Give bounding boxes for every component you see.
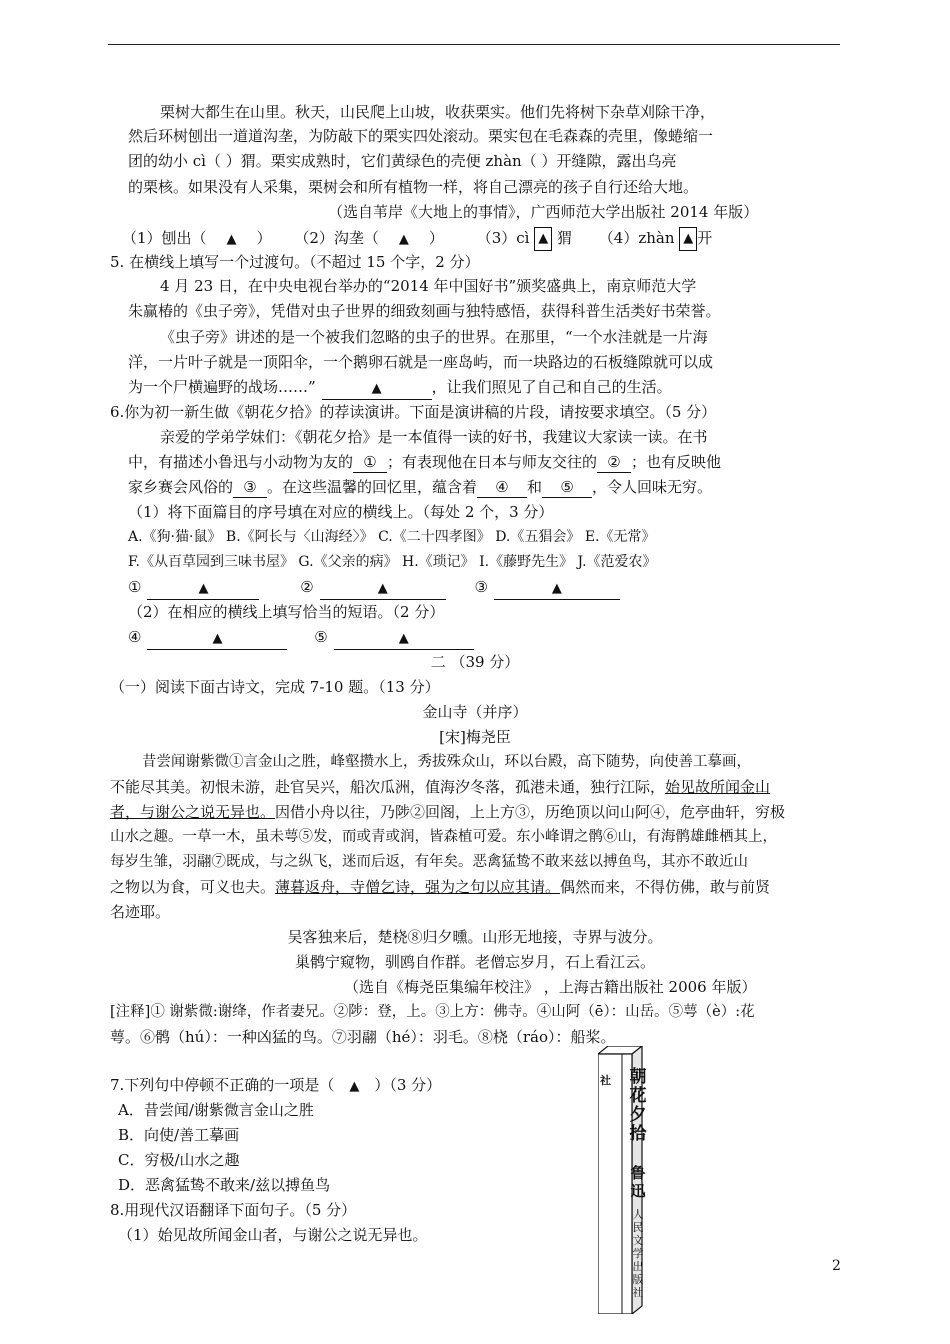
notes-line: [注释]① 谢紫微:谢绛，作者妻兄。②陟：登，上。③上方：佛寺。④山阿（ē）：山岳。⑤萼（è）:花	[110, 1004, 755, 1020]
q6-answer-row-1: ① ▲ ② ▲ ③ ▲	[128, 577, 620, 600]
q6-line: 中，有描述小鲁迅与小动物为友的 ① ；有表现他在日本与师友交往的 ② ；也有反映他	[128, 453, 722, 471]
passage-source: （选自苇岸《大地上的事情》，广西师范大学出版社 2014 年版）	[328, 203, 759, 221]
q8-sub1: （1）始见故所闻金山者，与谢公之说无异也。	[118, 1226, 428, 1244]
q7-option-d[interactable]: D．恶禽猛鸷不敢来/兹以搏鱼鸟	[118, 1176, 331, 1194]
answer-box: ▲	[534, 227, 552, 251]
book-title: 朝花夕拾	[629, 1067, 647, 1144]
notes-line: 萼。⑥鹘（hú）：一种凶猛的鸟。⑦羽翮（hé）：羽毛。⑧桡（ráo）：船桨。	[110, 1028, 616, 1046]
blank-2: ②	[597, 452, 631, 473]
prose-line: 不能尽其美。初恨未游，赴官吴兴，船次瓜洲，值海汐冬落，孤港未通，独行江际，始见故所闻金山	[110, 778, 771, 796]
poem-source: （选自《梅尧臣集编年校注》 ，上海古籍出版社 2006 年版）	[344, 978, 757, 996]
q6-title: 6.你为初一新生做《朝花夕拾》的荐读演讲。下面是演讲稿的片段，请按要求填空。（5 分）	[110, 403, 717, 421]
q5-line: 《虫子旁》讲述的是一个被我们忽略的虫子的世界。在那里，“一个水洼就是一片海	[160, 328, 708, 346]
passage-line: 然后环树刨出一道道沟垄，为防敲下的栗实四处滚动。栗实包在毛森森的壳里，像蜷缩一	[128, 127, 714, 145]
book-spine-text: 社	[600, 1074, 611, 1087]
answer-blank[interactable]: ▲	[147, 579, 259, 600]
book-author: 鲁迅	[630, 1164, 646, 1200]
poem-title: 金山寺（并序）	[422, 703, 528, 721]
book-illustration	[598, 1046, 660, 1314]
poem-author: [宋]梅尧臣	[439, 728, 511, 746]
q5-line: 4 月 23 日，在中央电视台举办的“2014 年中国好书”颁奖盛典上，南京师范大学	[160, 277, 697, 295]
q6-options: F.《从百草园到三味书屋》 G.《父亲的病》 H.《琐记》 I.《藤野先生》 J.《范爱农》	[128, 554, 657, 570]
blank-5: ⑤	[542, 477, 592, 498]
q5-line: 为一个尸横遍野的战场……” ▲ ，让我们照见了自己和自己的生活。	[128, 377, 672, 400]
answer-blank[interactable]: ▲	[334, 629, 474, 650]
answer-blank[interactable]: ▲	[320, 579, 446, 600]
answer-box: ▲	[679, 227, 697, 251]
prose-line: 昔尝闻谢紫微①言金山之胜，峰壑攒水上，秀拔殊众山，环以台殿，高下随势，向使善工摹画，	[142, 754, 751, 770]
section-heading: 二 （39 分）	[430, 653, 520, 671]
q4-items: （1）刨出（ ▲ ） （2）沟垄（ ▲ ） （3）cì ▲ 猬 （4）zhàn ▲ 开	[122, 227, 712, 251]
q7-option-b[interactable]: B．向使/善工摹画	[118, 1126, 240, 1144]
answer-triangle: ▲	[349, 1079, 360, 1094]
answer-blank[interactable]: ▲	[147, 629, 287, 650]
part-heading: （一）阅读下面古诗文，完成 7-10 题。（13 分）	[110, 678, 440, 696]
blank-1: ①	[353, 452, 387, 473]
prose-line: 之物以为食，可义也夫。薄暮返舟，寺僧乞诗，强为之句以应其请。偶然而来，不得仿佛，敢与前贤	[110, 878, 771, 896]
passage-line: 的栗核。如果没有人采集，栗树会和所有植物一样，将自己漂亮的孩子自行还给大地。	[128, 178, 699, 196]
verse-line: 巢鹘宁窥物，驯鸥自作群。老僧忘岁月，石上看江云。	[294, 953, 655, 971]
prose-line: 山水之趣。一草一木，虽未萼⑤发，而或青或润，皆森植可爱。东小峰谓之鹘⑥山，有海鹘雄雌栖其上，	[110, 829, 777, 845]
book-publisher: 人民文学出版社	[632, 1208, 644, 1299]
transition-sentence-blank[interactable]: ▲	[322, 379, 432, 400]
answer-blank[interactable]: ▲	[494, 579, 620, 600]
passage-line: 团的幼小 cì（ ）猬。栗实成熟时，它们黄绿色的壳便 zhàn（ ）开缝隙，露出乌亮	[128, 152, 677, 170]
q8-title: 8.用现代汉语翻译下面句子。（5 分）	[110, 1201, 357, 1219]
q6-line: 亲爱的学弟学妹们：《朝花夕拾》是一本值得一读的好书，我建议大家读一读。在书	[160, 428, 708, 446]
answer-triangle: ▲	[226, 232, 237, 247]
q7-option-a[interactable]: A．昔尝闻/谢紫微言金山之胜	[118, 1101, 314, 1119]
prose-line: 名迹耶。	[110, 903, 171, 921]
q7-option-c[interactable]: C．穷极/山水之趣	[118, 1151, 240, 1169]
answer-triangle: ▲	[398, 232, 409, 247]
q5-title: 5. 在横线上填写一个过渡句。（不超过 15 个字，2 分）	[110, 253, 480, 271]
q6-options: A.《狗·猫·鼠》 B.《阿长与〈山海经〉》 C.《二十四孝图》 D.《五猖会》 E.《无常》	[128, 529, 656, 545]
q6-answer-row-2: ④ ▲ ⑤ ▲	[128, 627, 474, 650]
q7-title: 7.下列句中停顿不正确的一项是（ ▲ ）（3 分）	[110, 1075, 441, 1097]
q6-sub1: （1）将下面篇目的序号填在对应的横线上。（每处 2 个，3 分）	[128, 503, 554, 521]
q5-line: 朱赢椿的《虫子旁》，凭借对虫子世界的细致刻画与独特感悟，获得科普生活类好书荣誉。	[128, 302, 721, 320]
header-rule	[108, 44, 840, 45]
prose-line: 者，与谢公之说无异也。因借小舟以往，乃陟②回阁，上上方③，历绝顶以问山阿④，危亭曲轩，穷极	[110, 803, 786, 821]
q6-sub2: （2）在相应的横线上填写恰当的短语。（2 分）	[128, 603, 445, 621]
blank-4: ④	[477, 477, 527, 498]
prose-line: 每岁生雏，羽翮⑦既成，与之纵飞，迷而后返，有年矣。恶禽猛鸷不敢来兹以搏鱼鸟，其亦不敢近山	[110, 854, 748, 870]
blank-3: ③	[233, 477, 267, 498]
verse-line: 吴客独来后，楚桡⑧归夕曛。山形无地接，寺界与波分。	[287, 928, 663, 946]
q5-line: 洋，一片叶子就是一顶阳伞，一个鹅卵石就是一座岛屿，而一块路边的石板缝隙就可以成	[128, 353, 714, 371]
passage-line: 栗树大都生在山里。秋天，山民爬上山坡，收获栗实。他们先将树下杂草刈除干净，	[160, 103, 716, 121]
q6-line: 家乡赛会风俗的 ③ 。在这些温馨的回忆里，蕴含着 ④ 和 ⑤ ，令人回味无穷。	[128, 478, 713, 496]
page-number: 2	[832, 1258, 841, 1274]
